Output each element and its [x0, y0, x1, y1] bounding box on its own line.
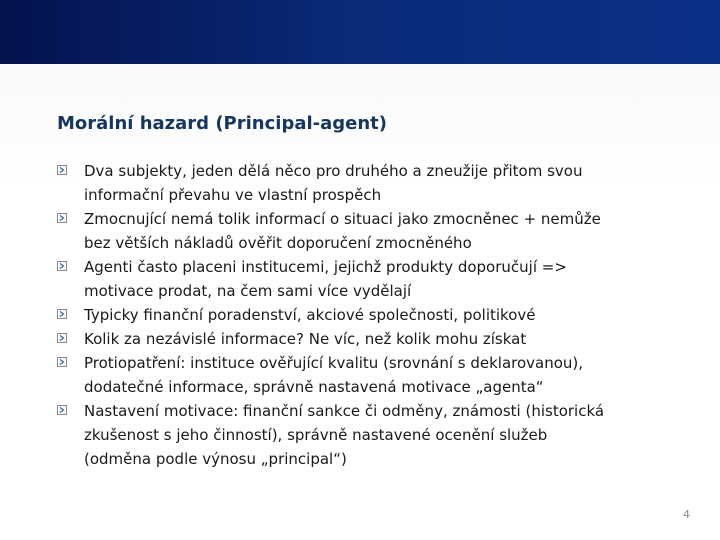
- bullet-text-line: dodatečné informace, správně nastavená motivace „agenta“: [84, 378, 544, 396]
- box-arrow-bullet-icon: [57, 309, 67, 319]
- bullet-text-line: zkušenost s jeho činností), správně nastavené ocenění služeb: [84, 426, 548, 444]
- bullet-item: [57, 399, 705, 471]
- slide-title: Morální hazard (Principal-agent): [57, 113, 388, 134]
- bullet-item: [57, 351, 705, 399]
- box-arrow-bullet-icon: [57, 261, 67, 271]
- box-arrow-bullet-icon: [57, 357, 67, 367]
- box-arrow-bullet-icon: [57, 213, 67, 223]
- box-arrow-bullet-icon: [57, 333, 67, 343]
- bullet-item: [57, 327, 705, 351]
- bullet-text-line: bez větších nákladů ověřit doporučení zmocněného: [84, 234, 472, 252]
- bullet-text-line: Zmocnující nemá tolik informací o situaci jako zmocněnec + nemůže: [84, 210, 601, 228]
- bullet-text-line: informační převahu ve vlastní prospěch: [84, 186, 382, 204]
- bullet-item: [57, 159, 705, 207]
- bullet-item: [57, 303, 705, 327]
- bullet-text-line: Agenti často placeni institucemi, jejichž produkty doporučují =>: [84, 258, 567, 276]
- bullet-text-line: Nastavení motivace: finanční sankce či odměny, známosti (historická: [84, 402, 605, 420]
- header-band: [0, 0, 720, 64]
- bullet-text-line: Dva subjekty, jeden dělá něco pro druhého a zneužije přitom svou: [84, 162, 583, 180]
- bullet-text-line: Protiopatření: instituce ověřující kvalitu (srovnání s deklarovanou),: [84, 354, 584, 372]
- bullet-text-line: Typicky finanční poradenství, akciové společnosti, politikové: [84, 306, 536, 324]
- bullet-item: [57, 207, 705, 255]
- page-number: 4: [683, 508, 690, 521]
- bullet-text-line: Kolik za nezávislé informace? Ne víc, než kolik mohu získat: [84, 330, 527, 348]
- bullet-list: [57, 159, 705, 471]
- bullet-text-line: (odměna podle výnosu „principal“): [84, 450, 347, 468]
- box-arrow-bullet-icon: [57, 165, 67, 175]
- box-arrow-bullet-icon: [57, 405, 67, 415]
- bullet-item: [57, 255, 705, 303]
- bullet-text-line: motivace prodat, na čem sami více vydělají: [84, 282, 412, 300]
